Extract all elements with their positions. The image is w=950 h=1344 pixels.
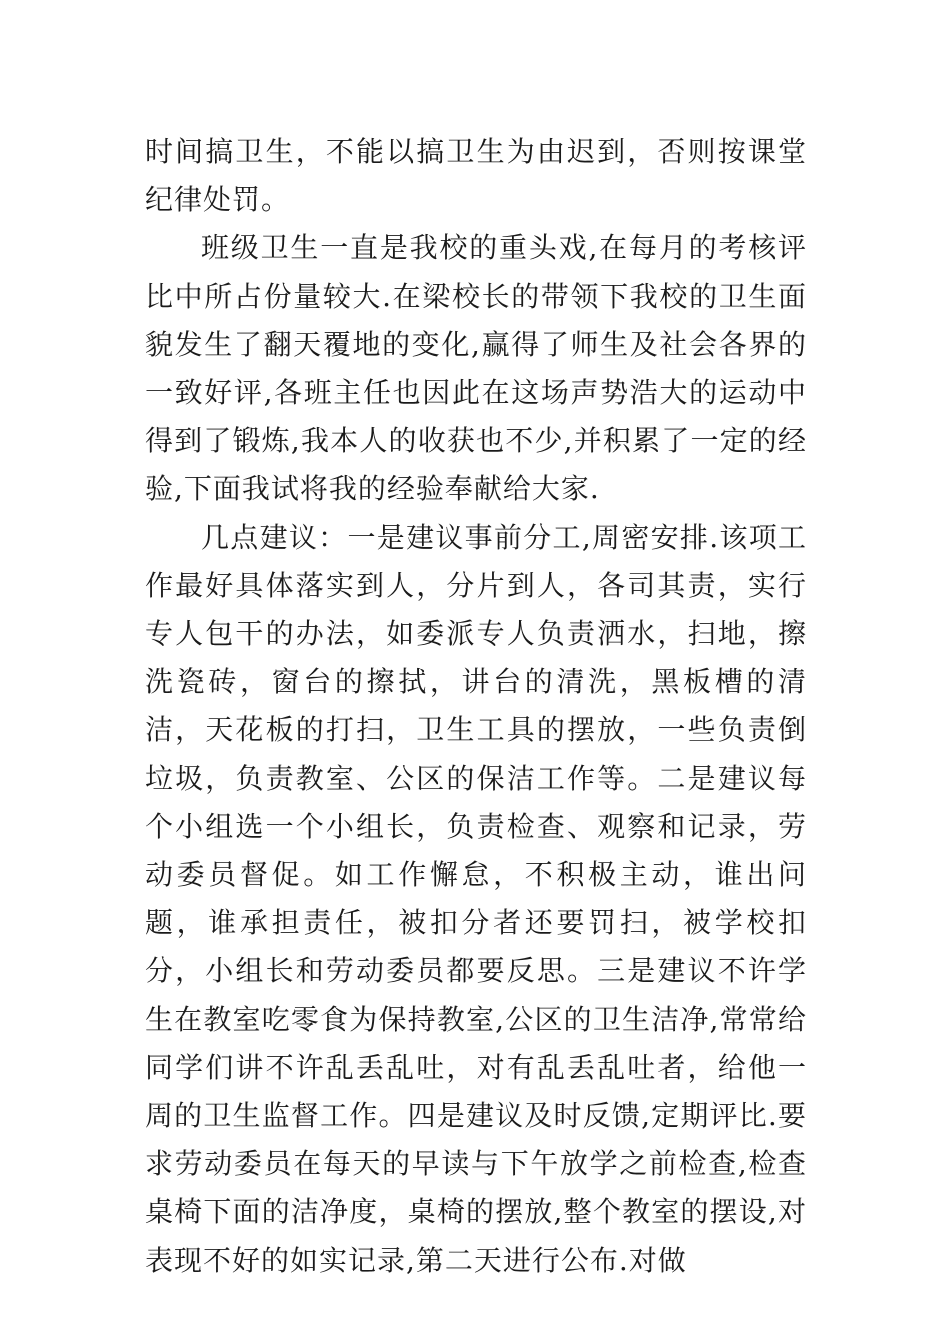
paragraph-suggestions: 几点建议：一是建议事前分工,周密安排.该项工作最好具体落实到人，分片到人，各司其责，实行专人包干的办法，如委派专人负责洒水，扫地，擦洗瓷砖，窗台的擦拭，讲台的清洗，黑板槽的清洁，天花板的打扫，卫生工具的摆放，一些负责倒垃圾，负责教室、公区的保洁工作等。二是建议每个小组选一个小组长，负责检查、观察和记录，劳动委员督促。如工作懈怠，不积极主动，谁出问题，谁承担责任，被扣分者还要罚扫，被学校扣分，小组长和劳动委员都要反思。三是建议不许学生在教室吃零食为保持教室,公区的卫生洁净,常常给同学们讲不许乱丢乱吐，对有乱丢乱吐者，给他一周的卫生监督工作。四是建议及时反馈,定期评比.要求劳动委员在每天的早读与下午放学之前检查,检查桌椅下面的洁净度，桌椅的摆放,整个教室的摆设,对表现不好的如实记录,第二天进行公布.对做: [145, 520, 807, 1277]
paragraph-class-hygiene: 班级卫生一直是我校的重头戏,在每月的考核评比中所占份量较大.在梁校长的带领下我校的卫生面貌发生了翻天覆地的变化,赢得了师生及社会各界的一致好评,各班主任也因此在这场声势浩大的运动中得到了锻炼,我本人的收获也不少,并积累了一定的经验,下面我试将我的经验奉献给大家.: [145, 231, 807, 506]
body-text: [145, 128, 807, 1285]
paragraph-continuation: 时间搞卫生，不能以搞卫生为由迟到，否则按课堂纪律处罚。: [145, 135, 807, 217]
